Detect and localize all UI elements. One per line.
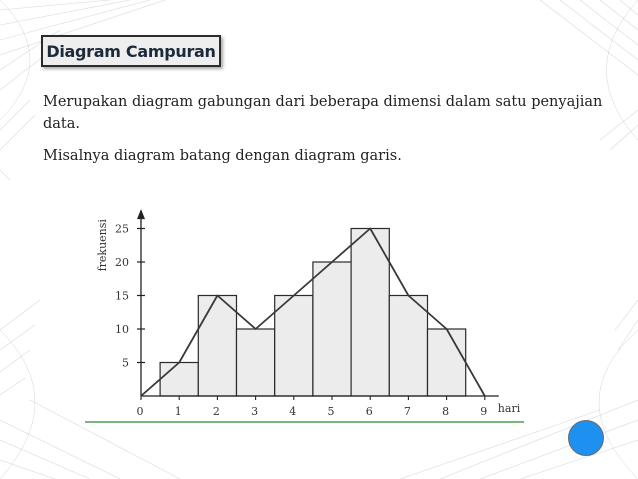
- x-tick-label: 2: [212, 405, 220, 418]
- chart-bar: [275, 296, 313, 397]
- example-paragraph: Misalnya diagram batang dengan diagram garis.: [43, 148, 402, 164]
- y-axis-label: frekuensi: [96, 219, 109, 272]
- chart-bar: [237, 329, 275, 396]
- x-tick-label: 7: [403, 405, 411, 418]
- x-tick-label: 1: [174, 405, 182, 418]
- x-tick-label: 4: [289, 405, 297, 418]
- slide-title: Diagram Campuran: [46, 41, 216, 61]
- x-axis-label: hari: [497, 402, 521, 415]
- chart-bar: [389, 296, 427, 397]
- chart-bar: [198, 296, 236, 397]
- x-tick-label: 3: [251, 405, 259, 418]
- x-tick-label: 6: [365, 405, 373, 418]
- y-axis-arrow: [137, 209, 145, 219]
- chart-bar: [160, 363, 198, 397]
- x-tick-label: 0: [136, 405, 144, 418]
- nav-circle-button[interactable]: [568, 420, 604, 456]
- description-paragraph: Merupakan diagram gabungan dari beberapa dimensi dalam satu penyajian data.: [43, 94, 603, 132]
- chart-bar: [428, 329, 466, 396]
- y-tick-label: 15: [115, 289, 129, 303]
- y-tick-label: 25: [115, 222, 129, 236]
- y-tick-label: 20: [115, 256, 129, 269]
- chart-bar: [313, 262, 351, 396]
- x-tick-label: 8: [442, 405, 450, 418]
- x-tick-label: 9: [480, 405, 488, 418]
- y-tick-label: 10: [115, 323, 129, 336]
- y-tick-label: 5: [122, 356, 129, 370]
- x-tick-label: 5: [327, 405, 335, 418]
